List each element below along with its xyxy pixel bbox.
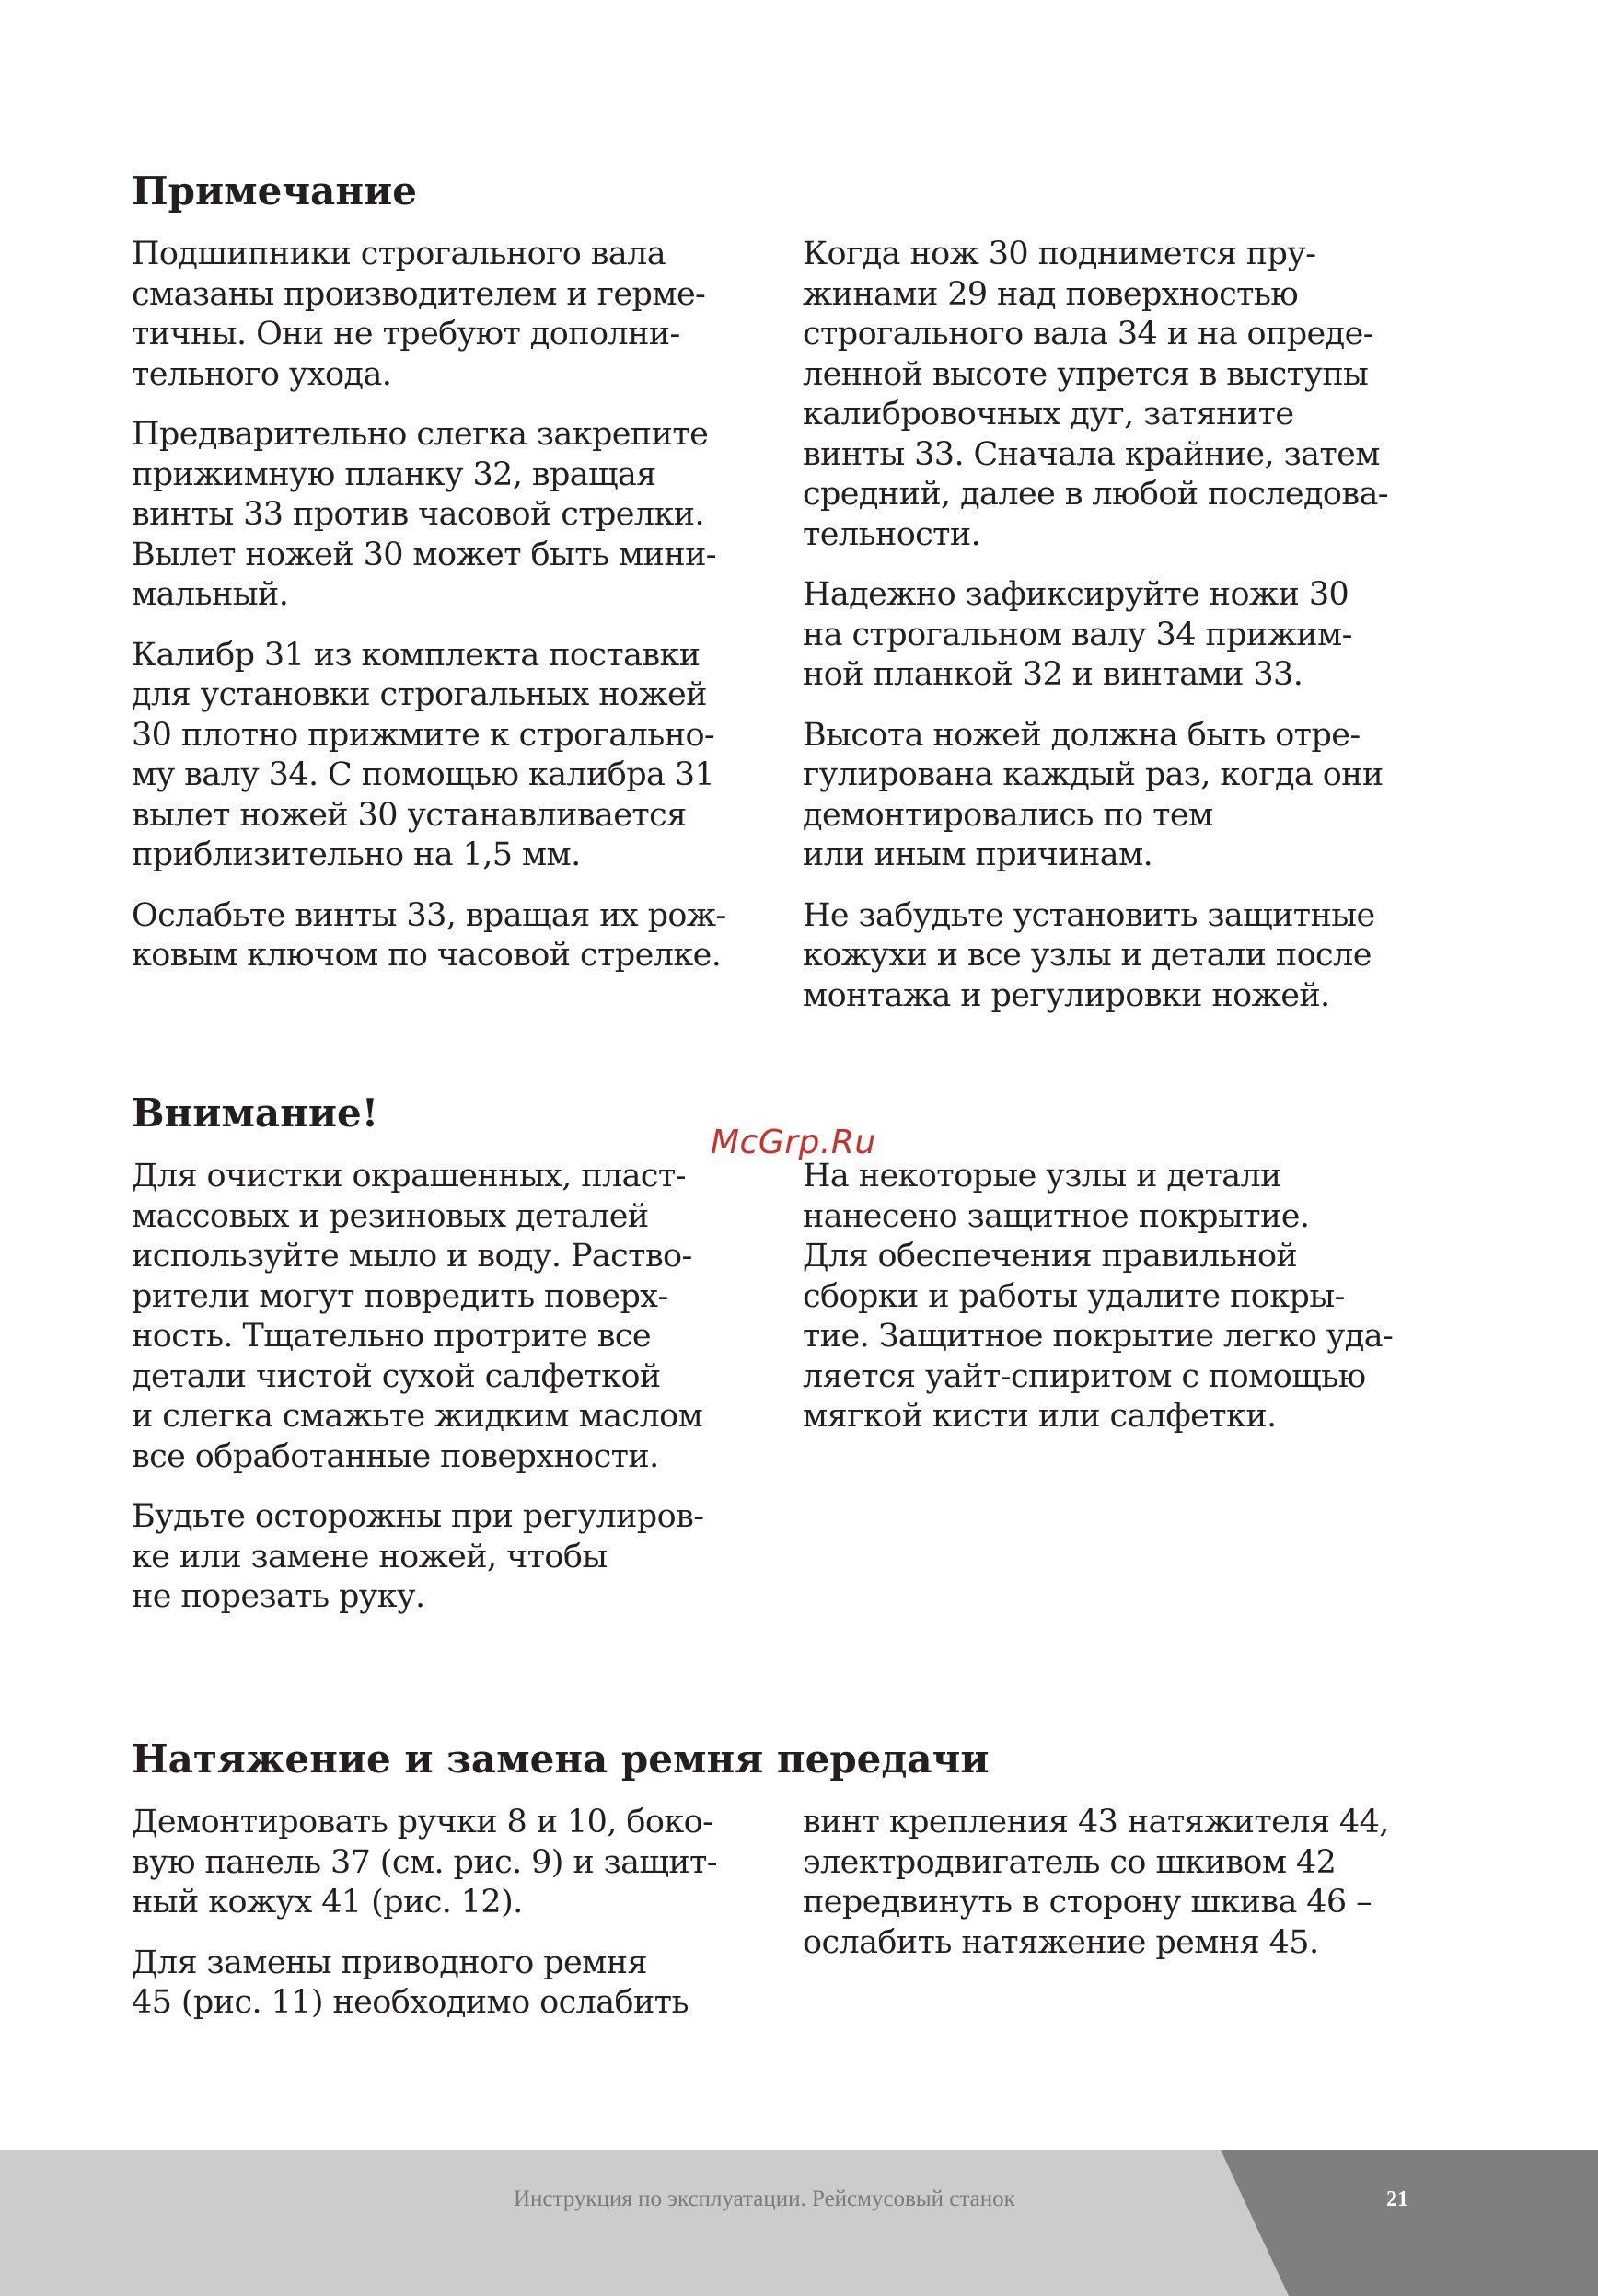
text-line: массовых и резиновых деталей: [132, 1197, 649, 1235]
text-line: калибровочных дуг, затяните: [803, 396, 1294, 433]
text-line: средний, далее в любой последова-: [803, 476, 1389, 513]
text-line: 30 плотно прижмите к строгально-: [132, 716, 715, 754]
footer-dark-panel: [0, 2150, 1598, 2296]
text-line: винты 33. Сначала крайние, затем: [803, 435, 1380, 473]
text-line: рители могут повредить поверх-: [132, 1277, 668, 1315]
paragraph: [803, 235, 1447, 555]
section-title-warning: Внимание!: [132, 1090, 379, 1136]
belt-right-column: [803, 1803, 1447, 1983]
watermark: McGrp.Ru: [711, 1124, 876, 1161]
text-line: Для замены приводного ремня: [132, 1944, 647, 1981]
text-line: ность. Тщательно протрите все: [132, 1318, 652, 1355]
text-line: прижимную планку 32, вращая: [132, 456, 656, 493]
text-line: строгального вала 34 и на опреде-: [803, 316, 1373, 352]
text-line: детали чистой сухой салфеткой: [132, 1357, 661, 1395]
text-line: тельного ухода.: [132, 355, 392, 393]
section-title-note: Примечание: [132, 168, 417, 213]
text-line: Демонтировать ручки 8 и 10, боко-: [132, 1804, 713, 1840]
text-line: вылет ножей 30 устанавливается: [132, 796, 687, 834]
paragraph: [803, 1157, 1447, 1437]
text-line: тельности.: [803, 515, 981, 553]
text-line: Для очистки окрашенных, пласт-: [132, 1158, 686, 1194]
text-line: тичны. Они не требуют дополни-: [132, 316, 680, 352]
text-line: вую панель 37 (см. рис. 9) и защит-: [132, 1843, 718, 1881]
text-line: или иным причинам.: [803, 836, 1153, 873]
text-line: Предварительно слегка закрепите: [132, 416, 709, 453]
paragraph: [132, 1497, 776, 1618]
text-line: Высота ножей должна быть отре-: [803, 716, 1361, 754]
text-line: ковым ключом по часовой стрелке.: [132, 937, 722, 974]
text-line: Подшипники строгального вала: [132, 236, 666, 272]
text-line: и слегка смажьте жидким маслом: [132, 1398, 703, 1435]
belt-left-column: [132, 1803, 776, 2044]
text-line: му валу 34. С помощью калибра 31: [132, 756, 715, 793]
warning-left-column: [132, 1157, 776, 1638]
text-line: кожухи и все узлы и детали после: [803, 937, 1372, 974]
text-line: Когда нож 30 поднимется пру-: [803, 236, 1316, 272]
text-line: передвинуть в сторону шкива 46 –: [803, 1884, 1372, 1921]
text-line: сборки и работы удалите покры-: [803, 1277, 1345, 1315]
paragraph: [803, 575, 1447, 696]
text-line: ной планкой 32 и винтами 33.: [803, 656, 1303, 693]
text-line: Ослабьте винты 33, вращая их рож-: [132, 896, 726, 934]
text-line: винт крепления 43 натяжителя 44,: [803, 1804, 1389, 1840]
paragraph: [132, 896, 776, 976]
text-line: Будьте осторожны при регулиров-: [132, 1498, 704, 1535]
text-line: ный кожух 41 (рис. 12).: [132, 1884, 523, 1921]
text-line: смазаны производителем и герме-: [132, 275, 706, 313]
text-line: монтажа и регулировки ножей.: [803, 976, 1330, 1014]
section-title-belt: Натяжение и замена ремня передачи: [132, 1736, 990, 1782]
text-line: ляется уайт-спиритом с помощью: [803, 1357, 1366, 1395]
paragraph: [803, 1803, 1447, 1963]
text-line: тие. Защитное покрытие легко уда-: [803, 1318, 1394, 1355]
footer: [0, 2150, 1598, 2296]
text-line: Для обеспечения правильной: [803, 1238, 1298, 1275]
paragraph: [132, 636, 776, 876]
text-line: мальный.: [132, 576, 289, 613]
paragraph: [803, 896, 1447, 1017]
note-right-column: [803, 235, 1447, 1036]
text-line: ленной высоте упрется в выступы: [803, 355, 1369, 393]
text-line: Не забудьте установить защитные: [803, 896, 1375, 934]
text-line: Вылет ножей 30 может быть мини-: [132, 536, 717, 573]
text-line: демонтировались по тем: [803, 796, 1213, 834]
text-line: не порезать руку.: [132, 1578, 425, 1615]
footer-document-title: Инструкция по эксплуатации. Рейсмусовый станок: [514, 2186, 1015, 2211]
text-line: электродвигатель со шкивом 42: [803, 1843, 1337, 1881]
text-line: используйте мыло и воду. Раство-: [132, 1238, 692, 1275]
text-line: все обработанные поверхности.: [132, 1437, 659, 1475]
text-line: На некоторые узлы и детали: [803, 1158, 1281, 1194]
page-number: 21: [1386, 2187, 1408, 2211]
note-left-column: [132, 235, 776, 997]
paragraph: [132, 1157, 776, 1477]
paragraph: [132, 415, 776, 616]
text-line: винты 33 против часовой стрелки.: [132, 496, 705, 533]
paragraph: [132, 235, 776, 395]
text-line: Надежно зафиксируйте ножи 30: [803, 576, 1349, 613]
paragraph: [132, 1944, 776, 2024]
text-line: мягкой кисти или салфетки.: [803, 1398, 1277, 1435]
text-line: на строгальном валу 34 прижим-: [803, 616, 1352, 653]
paragraph: [803, 716, 1447, 876]
text-line: 45 (рис. 11) необходимо ослабить: [132, 1984, 689, 2021]
text-line: Калибр 31 из комплекта поставки: [132, 636, 701, 674]
text-line: приблизительно на 1,5 мм.: [132, 836, 581, 873]
warning-right-column: [803, 1157, 1447, 1458]
text-line: жинами 29 над поверхностью: [803, 275, 1299, 313]
text-line: гулирована каждый раз, когда они: [803, 756, 1384, 793]
paragraph: [132, 1803, 776, 1923]
text-line: ке или замене ножей, чтобы: [132, 1538, 608, 1575]
text-line: для установки строгальных ножей: [132, 676, 707, 713]
text-line: нанесено защитное покрытие.: [803, 1197, 1310, 1235]
text-line: ослабить натяжение ремня 45.: [803, 1923, 1319, 1961]
